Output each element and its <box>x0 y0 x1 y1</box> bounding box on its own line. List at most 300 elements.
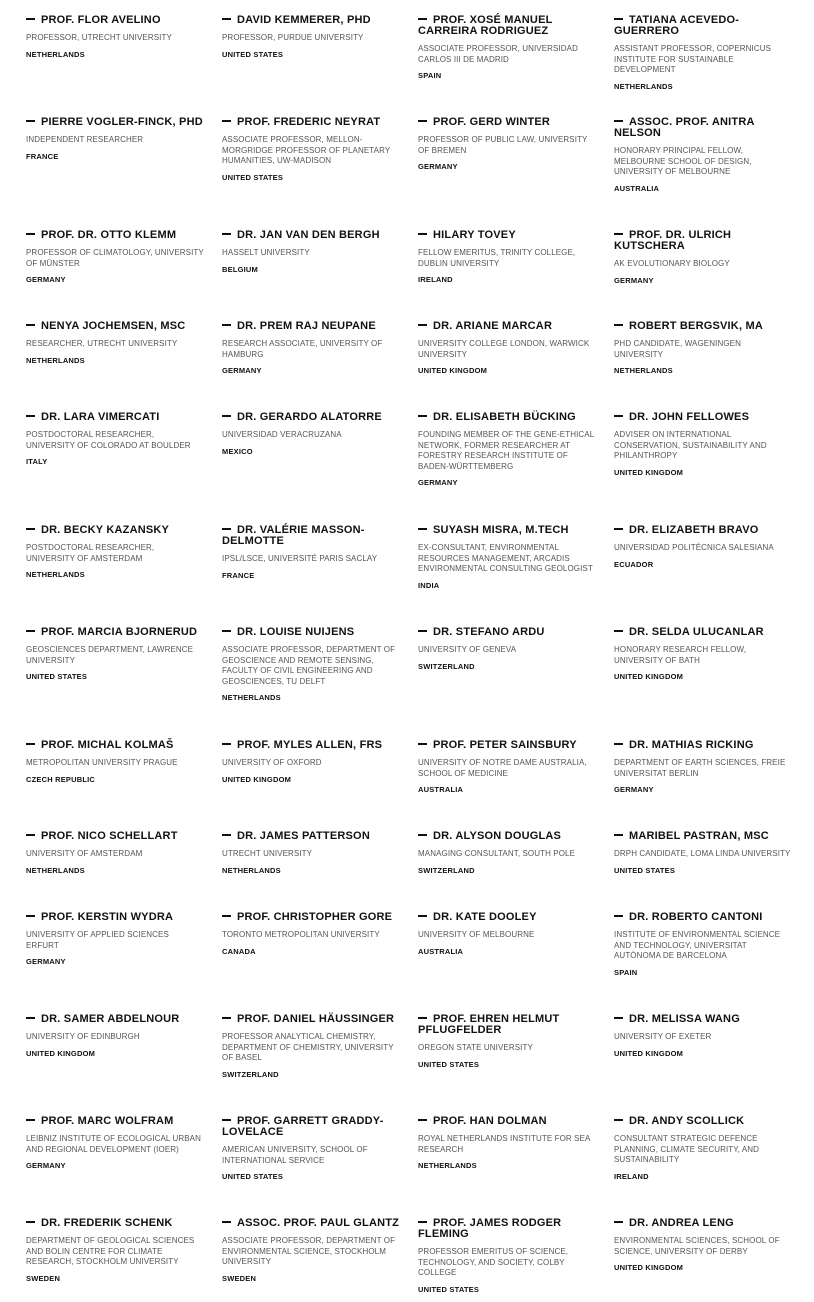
signatory-card <box>614 627 792 681</box>
signatory-name-text: DR. LARA VIMERCATI <box>41 411 160 423</box>
signatory-name-text: SUYASH MISRA, M.TECH <box>433 524 569 536</box>
signatory-country: NETHERLANDS <box>222 865 281 875</box>
dash-icon <box>26 528 35 530</box>
signatory-country: CANADA <box>222 946 256 956</box>
signatory-name-text: PROF. NICO SCHELLART <box>41 830 178 842</box>
dash-icon <box>418 528 427 530</box>
signatory-name-text: PROF. PETER SAINSBURY <box>433 739 577 751</box>
signatory-card <box>26 1014 204 1058</box>
signatory-card <box>26 831 204 875</box>
signatory-name-text: PROF. JAMES RODGER FLEMING <box>418 1217 562 1240</box>
signatory-country: IRELAND <box>614 1171 649 1181</box>
signatory-card <box>222 831 400 875</box>
dash-icon <box>26 120 35 122</box>
signatory-card <box>222 117 400 182</box>
signatory-country: AUSTRALIA <box>614 183 660 193</box>
signatory-name <box>614 740 792 751</box>
signatory-card <box>614 412 792 477</box>
signatory-country: SPAIN <box>614 967 638 977</box>
dash-icon <box>222 120 231 122</box>
dash-icon <box>26 233 35 235</box>
dash-icon <box>26 743 35 745</box>
signatory-country: AUSTRALIA <box>418 946 464 956</box>
signatory-name-text: DR. MATHIAS RICKING <box>629 739 754 751</box>
signatory-country: FRANCE <box>222 570 255 580</box>
signatory-card <box>26 412 204 466</box>
dash-icon <box>614 1221 623 1223</box>
signatory-affiliation: MANAGING CONSULTANT, SOUTH POLE <box>418 849 576 858</box>
signatory-name <box>222 627 400 638</box>
signatory-card <box>418 740 596 794</box>
signatory-affiliation: ASSISTANT PROFESSOR, COPERNICUS INSTITUTE FOR SUSTAINABLE DEVELOPMENT <box>614 44 772 74</box>
dash-icon <box>222 18 231 20</box>
dash-icon <box>614 834 623 836</box>
signatory-card <box>614 1116 792 1181</box>
signatory-affiliation: LEIBNIZ INSTITUTE OF ECOLOGICAL URBAN AND REGIONAL DEVELOPMENT (IOER) <box>26 1134 201 1154</box>
signatory-country: NETHERLANDS <box>26 865 85 875</box>
signatory-name-text: DR. ANDREA LENG <box>629 1217 734 1229</box>
signatory-card <box>222 412 400 456</box>
signatory-name <box>418 627 596 638</box>
signatory-country: SWITZERLAND <box>222 1069 279 1079</box>
dash-icon <box>222 743 231 745</box>
signatory-name-text: DR. JAN VAN DEN BERGH <box>237 229 380 241</box>
signatory-card <box>614 230 792 285</box>
dash-icon <box>418 1119 427 1121</box>
signatory-name <box>614 831 792 842</box>
signatory-country: SWITZERLAND <box>418 661 475 671</box>
signatory-card <box>418 1218 596 1294</box>
signatory-affiliation: PROFESSOR ANALYTICAL CHEMISTRY, DEPARTMENT OF CHEMISTRY, UNIVERSITY OF BASEL <box>222 1032 394 1062</box>
signatory-name <box>418 412 596 423</box>
signatory-card <box>614 1014 792 1058</box>
signatory-affiliation: DRPH CANDIDATE, LOMA LINDA UNIVERSITY <box>614 849 791 858</box>
signatory-name-text: PROF. KERSTIN WYDRA <box>41 911 174 923</box>
signatory-card <box>222 740 400 784</box>
signatory-card <box>418 912 596 956</box>
signatory-name <box>222 1116 400 1138</box>
signatory-affiliation: POSTDOCTORAL RESEARCHER, UNIVERSITY OF COLORADO AT BOULDER <box>26 430 191 450</box>
signatory-card <box>26 230 204 284</box>
signatory-affiliation: ASSOCIATE PROFESSOR, UNIVERSIDAD CARLOS III DE MADRID <box>418 44 578 64</box>
signatory-country: GERMANY <box>614 275 654 285</box>
signatory-name-text: DR. ELISABETH BÜCKING <box>433 411 576 423</box>
signatory-affiliation: DEPARTMENT OF EARTH SCIENCES, FREIE UNIVERSITAT BERLIN <box>614 758 786 778</box>
signatory-name-text: ROBERT BERGSVIK, MA <box>629 320 763 332</box>
signatory-name-text: DR. STEFANO ARDU <box>433 626 545 638</box>
dash-icon <box>614 120 623 122</box>
dash-icon <box>222 630 231 632</box>
signatory-name-text: DAVID KEMMERER, PHD <box>237 14 371 26</box>
signatory-name <box>222 525 400 547</box>
dash-icon <box>614 1017 623 1019</box>
signatory-card <box>222 1218 400 1283</box>
signatory-country: GERMANY <box>614 785 654 794</box>
dash-icon <box>418 120 427 122</box>
signatory-name <box>418 15 596 37</box>
signatory-affiliation: UNIVERSITY OF EDINBURGH <box>26 1032 140 1041</box>
signatory-name-text: DR. JAMES PATTERSON <box>237 830 370 842</box>
signatory-affiliation: UNIVERSITY OF EXETER <box>614 1032 712 1041</box>
signatory-affiliation: UNIVERSITY COLLEGE LONDON, WARWICK UNIVERSITY <box>418 339 590 359</box>
signatory-country: GERMANY <box>26 1161 66 1170</box>
signatory-country: GERMANY <box>26 275 66 284</box>
signatory-name <box>222 412 400 423</box>
signatory-name-text: PROF. MARCIA BJORNERUD <box>41 626 198 638</box>
signatory-name <box>26 627 204 638</box>
signatory-name <box>26 831 204 842</box>
signatory-affiliation: TORONTO METROPOLITAN UNIVERSITY <box>222 930 380 939</box>
signatory-card <box>418 230 596 284</box>
signatory-name <box>614 321 792 332</box>
signatory-name-text: PROF. DR. ULRICH KUTSCHERA <box>614 229 732 252</box>
signatory-card <box>418 117 596 171</box>
signatory-card <box>26 1116 204 1170</box>
signatory-name-text: DR. KATE DOOLEY <box>433 911 537 923</box>
signatory-name <box>26 1014 204 1025</box>
signatory-card <box>614 912 792 977</box>
signatory-country: UNITED STATES <box>418 1059 480 1069</box>
signatory-name-text: DR. FREDERIK SCHENK <box>41 1217 173 1229</box>
dash-icon <box>222 1221 231 1223</box>
dash-icon <box>222 415 231 417</box>
signatory-affiliation: DEPARTMENT OF GEOLOGICAL SCIENCES AND BOLIN CENTRE FOR CLIMATE RESEARCH, STOCKHOLM UNIVERSITY <box>26 1236 195 1266</box>
signatory-name <box>418 1218 596 1240</box>
signatory-affiliation: UNIVERSITY OF GENEVA <box>418 645 517 654</box>
signatory-card <box>418 525 596 590</box>
signatory-name <box>614 117 792 139</box>
signatory-name <box>418 1116 596 1127</box>
dash-icon <box>26 324 35 326</box>
signatory-name-text: DR. SELDA ULUCANLAR <box>629 626 764 638</box>
signatory-name <box>614 627 792 638</box>
signatory-name <box>222 1218 400 1229</box>
signatory-country: UNITED STATES <box>614 865 676 875</box>
signatory-affiliation: PROFESSOR, PURDUE UNIVERSITY <box>222 33 364 42</box>
dash-icon <box>222 1119 231 1121</box>
dash-icon <box>418 834 427 836</box>
signatory-country: UNITED KINGDOM <box>614 1263 684 1272</box>
dash-icon <box>26 1119 35 1121</box>
signatory-name <box>614 1218 792 1229</box>
signatory-name <box>26 230 204 241</box>
signatory-country: FRANCE <box>26 151 59 161</box>
signatory-card <box>26 525 204 579</box>
signatory-card <box>26 1218 204 1283</box>
signatory-country: GERMANY <box>418 162 458 171</box>
dash-icon <box>26 630 35 632</box>
signatory-name <box>614 412 792 423</box>
dash-icon <box>26 1017 35 1019</box>
signatory-country: GERMANY <box>222 366 262 375</box>
signatory-name <box>614 1116 792 1127</box>
signatory-affiliation: ROYAL NETHERLANDS INSTITUTE FOR SEA RESEARCH <box>418 1134 590 1154</box>
signatory-affiliation: UNIVERSITY OF NOTRE DAME AUSTRALIA, SCHOOL OF MEDICINE <box>418 758 587 778</box>
signatory-affiliation: HONORARY RESEARCH FELLOW, UNIVERSITY OF BATH <box>614 645 747 665</box>
signatory-affiliation: ADVISER ON INTERNATIONAL CONSERVATION, SUSTAINABILITY AND PHILANTHROPY <box>614 430 767 460</box>
signatory-name <box>26 117 204 128</box>
signatory-name <box>222 831 400 842</box>
signatory-affiliation: UNIVERSITY OF OXFORD <box>222 758 322 767</box>
signatory-card <box>222 230 400 274</box>
signatory-affiliation: EX-CONSULTANT, ENVIRONMENTAL RESOURCES MANAGEMENT, ARCADIS ENVIRONMENTAL CONSULTING GEOLOGIST <box>418 543 593 573</box>
signatory-country: MEXICO <box>222 446 253 456</box>
signatory-card <box>614 321 792 375</box>
signatory-card <box>418 627 596 671</box>
signatory-name <box>222 912 400 923</box>
signatory-card <box>26 740 204 784</box>
dash-icon <box>222 324 231 326</box>
signatory-affiliation: METROPOLITAN UNIVERSITY PRAGUE <box>26 758 178 767</box>
signatory-name-text: NENYA JOCHEMSEN, MSC <box>41 320 186 332</box>
signatory-card <box>26 912 204 966</box>
dash-icon <box>418 233 427 235</box>
signatory-affiliation: ASSOCIATE PROFESSOR, DEPARTMENT OF GEOSCIENCE AND REMOTE SENSING, FACULTY OF CIVIL ENGINEERING AND GEOSCIENCES, TU DELFT <box>222 645 396 686</box>
signatory-name-text: TATIANA ACEVEDO-GUERRERO <box>614 14 740 37</box>
signatory-name <box>222 1014 400 1025</box>
signatory-name-text: DR. PREM RAJ NEUPANE <box>237 320 376 332</box>
signatory-name <box>418 831 596 842</box>
signatory-card <box>614 15 792 91</box>
signatory-country: GERMANY <box>26 957 66 966</box>
signatory-affiliation: UNIVERSITY OF AMSTERDAM <box>26 849 143 858</box>
signatory-name <box>614 230 792 252</box>
signatory-country: UNITED KINGDOM <box>26 1048 96 1058</box>
signatory-name-text: DR. ALYSON DOUGLAS <box>433 830 562 842</box>
signatory-name-text: HILARY TOVEY <box>433 229 516 241</box>
dash-icon <box>418 743 427 745</box>
signatory-name <box>418 912 596 923</box>
signatory-affiliation: HONORARY PRINCIPAL FELLOW, MELBOURNE SCHOOL OF DESIGN, UNIVERSITY OF MELBOURNE <box>614 146 752 176</box>
signatory-name <box>418 230 596 241</box>
signatory-affiliation: PROFESSOR OF CLIMATOLOGY, UNIVERSITY OF MÜNSTER <box>26 248 204 268</box>
signatory-affiliation: ENVIRONMENTAL SCIENCES, SCHOOL OF SCIENCE, UNIVERSITY OF DERBY <box>614 1236 780 1256</box>
signatory-name-text: DR. ARIANE MARCAR <box>433 320 553 332</box>
signatory-card <box>222 627 400 702</box>
dash-icon <box>418 1221 427 1223</box>
signatory-name-text: ASSOC. PROF. ANITRA NELSON <box>614 116 755 139</box>
signatory-name-text: PROF. XOSÉ MANUEL CARREIRA RODRIGUEZ <box>418 14 553 37</box>
signatory-name-text: DR. GERARDO ALATORRE <box>237 411 382 423</box>
signatory-country: SWITZERLAND <box>418 865 475 875</box>
dash-icon <box>26 1221 35 1223</box>
signatory-name <box>26 321 204 332</box>
dash-icon <box>222 528 231 530</box>
signatory-card <box>222 15 400 59</box>
dash-icon <box>222 1017 231 1019</box>
signatory-name <box>26 412 204 423</box>
signatory-name <box>614 1014 792 1025</box>
dash-icon <box>614 630 623 632</box>
signatory-name <box>222 740 400 751</box>
signatory-name-text: PROF. CHRISTOPHER GORE <box>237 911 393 923</box>
dash-icon <box>26 834 35 836</box>
signatory-country: UNITED KINGDOM <box>222 774 292 784</box>
signatory-card <box>222 1116 400 1181</box>
signatory-name <box>614 912 792 923</box>
signatory-name <box>222 15 400 26</box>
signatory-name-text: PROF. DR. OTTO KLEMM <box>41 229 177 241</box>
signatory-name <box>418 740 596 751</box>
signatory-affiliation: PROFESSOR, UTRECHT UNIVERSITY <box>26 33 172 42</box>
dash-icon <box>614 415 623 417</box>
signatory-country: AUSTRALIA <box>418 785 464 794</box>
signatory-name-text: PROF. FLOR AVELINO <box>41 14 161 26</box>
dash-icon <box>26 415 35 417</box>
signatory-name-text: PROF. FREDERIC NEYRAT <box>237 116 381 128</box>
signatory-affiliation: OREGON STATE UNIVERSITY <box>418 1043 533 1052</box>
signatory-name <box>418 1014 596 1036</box>
signatory-affiliation: PROFESSOR OF PUBLIC LAW, UNIVERSITY OF BREMEN <box>418 135 588 155</box>
dash-icon <box>418 415 427 417</box>
signatory-name-text: DR. JOHN FELLOWES <box>629 411 750 423</box>
signatory-country: ECUADOR <box>614 559 654 569</box>
signatory-affiliation: IPSL/LSCE, UNIVERSITÉ PARIS SACLAY <box>222 554 378 563</box>
signatory-card <box>26 321 204 365</box>
signatory-country: GERMANY <box>418 478 458 487</box>
signatory-country: ITALY <box>26 457 48 466</box>
signatory-affiliation: ASSOCIATE PROFESSOR, DEPARTMENT OF ENVIRONMENTAL SCIENCE, STOCKHOLM UNIVERSITY <box>222 1236 396 1266</box>
signatory-affiliation: INDEPENDENT RESEARCHER <box>26 135 144 144</box>
signatory-country: NETHERLANDS <box>614 366 673 375</box>
signatory-country: UNITED STATES <box>26 672 88 681</box>
signatory-affiliation: CONSULTANT STRATEGIC DEFENCE PLANNING, CLIMATE SECURITY, AND SUSTAINABILITY <box>614 1134 760 1164</box>
signatory-name <box>222 117 400 128</box>
signatory-affiliation: PROFESSOR EMERITUS OF SCIENCE, TECHNOLOGY, AND SOCIETY, COLBY COLLEGE <box>418 1247 569 1277</box>
signatory-name <box>26 740 204 751</box>
signatory-affiliation: UTRECHT UNIVERSITY <box>222 849 313 858</box>
signatory-name-text: PROF. MICHAL KOLMAŠ <box>41 739 174 751</box>
signatory-affiliation: UNIVERSIDAD POLITÉCNICA SALESIANA <box>614 543 774 552</box>
signatory-affiliation: UNIVERSITY OF MELBOURNE <box>418 930 535 939</box>
signatory-country: UNITED STATES <box>222 49 284 59</box>
signatory-name <box>26 525 204 536</box>
signatory-affiliation: FELLOW EMERITUS, TRINITY COLLEGE, DUBLIN UNIVERSITY <box>418 248 576 268</box>
signatory-name-text: PROF. GARRETT GRADDY-LOVELACE <box>222 1115 384 1138</box>
dash-icon <box>222 834 231 836</box>
dash-icon <box>418 18 427 20</box>
signatory-card <box>418 321 596 375</box>
signatory-name <box>418 321 596 332</box>
signatory-card <box>614 740 792 794</box>
signatory-affiliation: UNIVERSIDAD VERACRUZANA <box>222 430 342 439</box>
signatory-card <box>418 1014 596 1069</box>
signatory-card <box>26 627 204 681</box>
dash-icon <box>614 528 623 530</box>
signatory-name <box>26 1218 204 1229</box>
signatory-name-text: DR. VALÉRIE MASSON-DELMOTTE <box>222 524 365 547</box>
signatory-name-text: ASSOC. PROF. PAUL GLANTZ <box>237 1217 400 1229</box>
signatory-affiliation: PHD CANDIDATE, WAGENINGEN UNIVERSITY <box>614 339 741 359</box>
signatory-affiliation: UNIVERSITY OF APPLIED SCIENCES ERFURT <box>26 930 169 950</box>
signatory-name <box>614 525 792 536</box>
dash-icon <box>418 324 427 326</box>
signatory-country: UNITED KINGDOM <box>614 672 684 681</box>
signatory-card <box>222 321 400 375</box>
signatory-card <box>26 15 204 59</box>
signatory-country: UNITED STATES <box>222 1172 284 1181</box>
signatory-name <box>26 15 204 26</box>
signatory-country: NETHERLANDS <box>26 355 85 365</box>
signatory-country: UNITED STATES <box>418 1284 480 1294</box>
signatory-name <box>418 525 596 536</box>
signatory-name <box>418 117 596 128</box>
signatory-name-text: PIERRE VOGLER-FINCK, PHD <box>41 116 203 128</box>
signatory-card <box>614 525 792 569</box>
signatory-affiliation: ASSOCIATE PROFESSOR, MELLON-MORGRIDGE PROFESSOR OF PLANETARY HUMANITIES, UW-MADISON <box>222 135 391 165</box>
dash-icon <box>222 915 231 917</box>
signatory-name-text: DR. LOUISE NUIJENS <box>237 626 355 638</box>
signatory-card <box>418 1116 596 1170</box>
signatory-country: NETHERLANDS <box>26 49 85 59</box>
signatory-name-text: DR. ELIZABETH BRAVO <box>629 524 759 536</box>
signatory-affiliation: FOUNDING MEMBER OF THE GENE-ETHICAL NETWORK, FORMER RESEARCHER AT FORESTRY RESEARCH INSTITUTE OF BADEN-WÜRTTEMBERG <box>418 430 594 471</box>
signatory-affiliation: POSTDOCTORAL RESEARCHER, UNIVERSITY OF AMSTERDAM <box>26 543 155 563</box>
dash-icon <box>26 915 35 917</box>
signatory-card <box>418 831 596 875</box>
dash-icon <box>614 324 623 326</box>
signatory-name-text: PROF. DANIEL HÄUSSINGER <box>237 1013 395 1025</box>
signatory-name-text: DR. BECKY KAZANSKY <box>41 524 170 536</box>
signatory-country: UNITED KINGDOM <box>418 366 488 375</box>
signatory-name-text: MARIBEL PASTRAN, MSC <box>629 830 769 842</box>
signatory-name-text: DR. ANDY SCOLLICK <box>629 1115 745 1127</box>
signatory-affiliation: INSTITUTE OF ENVIRONMENTAL SCIENCE AND TECHNOLOGY, UNIVERSITAT AUTÒNOMA DE BARCELONA <box>614 930 781 960</box>
signatory-country: UNITED KINGDOM <box>614 467 684 477</box>
dash-icon <box>418 1017 427 1019</box>
signatory-country: UNITED STATES <box>222 172 284 182</box>
dash-icon <box>614 915 623 917</box>
signatory-country: NETHERLANDS <box>614 81 673 91</box>
signatory-card <box>418 15 596 80</box>
signatory-card <box>26 117 204 161</box>
signatory-country: UNITED KINGDOM <box>614 1048 684 1058</box>
signatory-affiliation: AMERICAN UNIVERSITY, SCHOOL OF INTERNATIONAL SERVICE <box>222 1145 368 1165</box>
signatory-card <box>222 912 400 956</box>
signatory-name <box>26 912 204 923</box>
signatory-country: CZECH REPUBLIC <box>26 774 96 784</box>
signatory-name-text: DR. ROBERTO CANTONI <box>629 911 763 923</box>
signatory-affiliation: RESEARCHER, UTRECHT UNIVERSITY <box>26 339 178 348</box>
signatory-affiliation: AK EVOLUTIONARY BIOLOGY <box>614 259 730 268</box>
signatory-name-text: PROF. MYLES ALLEN, FRS <box>237 739 383 751</box>
signatory-card <box>418 412 596 487</box>
dash-icon <box>614 233 623 235</box>
signatory-country: SPAIN <box>418 71 442 80</box>
dash-icon <box>418 630 427 632</box>
signatory-country: SWEDEN <box>26 1273 61 1283</box>
signatory-country: NETHERLANDS <box>26 570 85 579</box>
signatory-card <box>614 1218 792 1272</box>
signatory-name-text: PROF. MARC WOLFRAM <box>41 1115 174 1127</box>
signatory-affiliation: HASSELT UNIVERSITY <box>222 248 310 257</box>
signatory-card <box>222 525 400 580</box>
signatory-name <box>222 230 400 241</box>
signatory-name <box>222 321 400 332</box>
signatory-name <box>26 1116 204 1127</box>
signatory-country: NETHERLANDS <box>418 1161 477 1170</box>
signatory-name-text: PROF. EHREN HELMUT PFLUGFELDER <box>418 1013 560 1036</box>
signatory-card <box>222 1014 400 1079</box>
signatory-country: INDIA <box>418 580 440 590</box>
signatory-country: BELGIUM <box>222 264 258 274</box>
signatory-country: SWEDEN <box>222 1273 257 1283</box>
dash-icon <box>418 915 427 917</box>
dash-icon <box>614 743 623 745</box>
signatory-name-text: PROF. GERD WINTER <box>433 116 551 128</box>
signatory-country: IRELAND <box>418 275 453 284</box>
dash-icon <box>614 18 623 20</box>
